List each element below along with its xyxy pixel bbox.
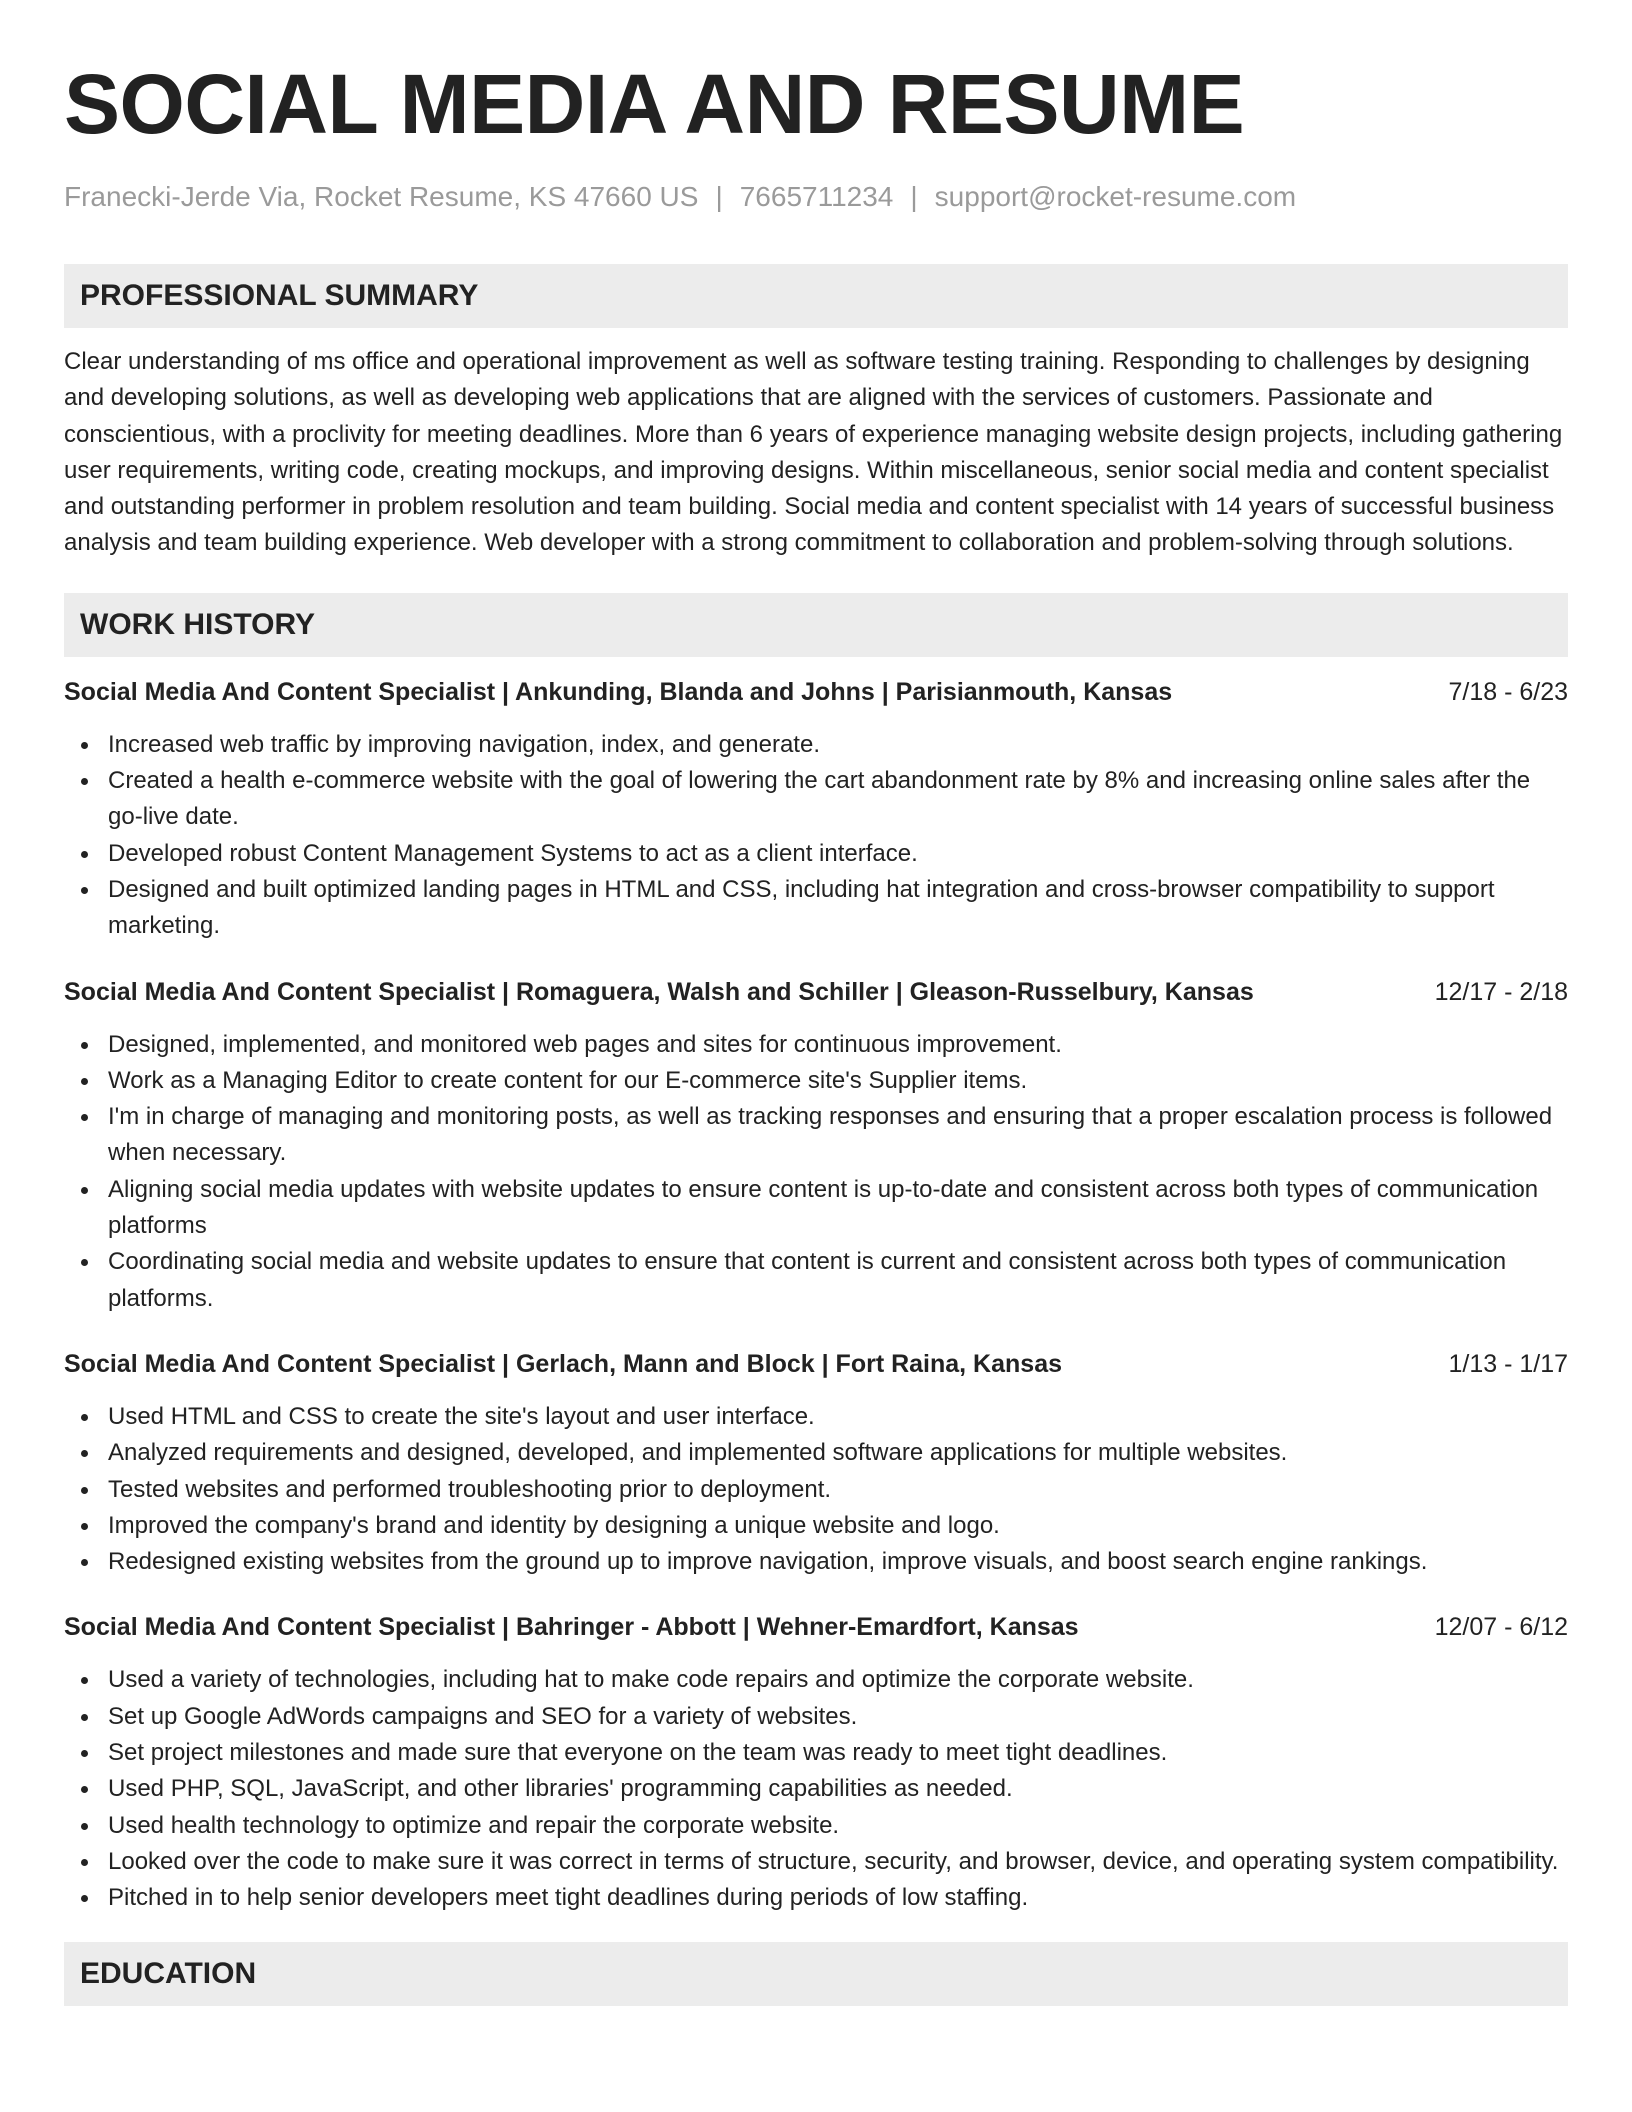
job-header bbox=[64, 675, 1568, 709]
contact-phone: 7665711234 bbox=[739, 181, 894, 212]
section-heading-work-history: WORK HISTORY bbox=[64, 593, 1568, 657]
job-entry bbox=[64, 1347, 1568, 1580]
job-entry bbox=[64, 975, 1568, 1317]
contact-line bbox=[64, 180, 1568, 214]
work-history-list bbox=[64, 675, 1568, 1917]
section-heading-education: EDUCATION bbox=[64, 1942, 1568, 2006]
job-bullet-list bbox=[64, 1027, 1568, 1317]
job-dates: 12/17 - 2/18 bbox=[1434, 977, 1568, 1006]
section-heading-summary: PROFESSIONAL SUMMARY bbox=[64, 264, 1568, 328]
job-bullet: Improved the company's brand and identity by designing a unique website and logo. bbox=[64, 1508, 1568, 1544]
job-bullet: Designed, implemented, and monitored web pages and sites for continuous improvement. bbox=[64, 1027, 1568, 1063]
job-bullet: Developed robust Content Management Systems to act as a client interface. bbox=[64, 836, 1568, 872]
job-bullet: Increased web traffic by improving navigation, index, and generate. bbox=[64, 727, 1568, 763]
job-title: Social Media And Content Specialist | Bahringer - Abbott | Wehner-Emardfort, Kansas bbox=[64, 1613, 1079, 1642]
job-bullet: Used health technology to optimize and repair the corporate website. bbox=[64, 1808, 1568, 1844]
contact-address: Franecki-Jerde Via, Rocket Resume, KS 47660 US bbox=[64, 181, 699, 212]
job-bullet: Aligning social media updates with website updates to ensure content is up-to-date and consistent across both types of communication platforms bbox=[64, 1172, 1568, 1245]
contact-separator: | bbox=[910, 181, 918, 212]
page-title: SOCIAL MEDIA AND RESUME bbox=[64, 57, 1245, 151]
job-title: Social Media And Content Specialist | Romaguera, Walsh and Schiller | Gleason-Russelbury, Kansas bbox=[64, 977, 1254, 1006]
job-bullet: I'm in charge of managing and monitoring posts, as well as tracking responses and ensuring that a proper escalation process is followed when necessary. bbox=[64, 1099, 1568, 1172]
job-entry bbox=[64, 1610, 1568, 1916]
job-bullet-list bbox=[64, 1399, 1568, 1580]
job-bullet: Coordinating social media and website updates to ensure that content is current and consistent across both types of communication platforms. bbox=[64, 1244, 1568, 1317]
job-dates: 7/18 - 6/23 bbox=[1448, 677, 1568, 706]
contact-separator: | bbox=[715, 181, 723, 212]
job-dates: 12/07 - 6/12 bbox=[1434, 1613, 1568, 1642]
job-title: Social Media And Content Specialist | Ankunding, Blanda and Johns | Parisianmouth, Kansas bbox=[64, 677, 1173, 706]
job-bullet: Pitched in to help senior developers meet tight deadlines during periods of low staffing. bbox=[64, 1880, 1568, 1916]
job-bullet: Set project milestones and made sure that everyone on the team was ready to meet tight deadlines. bbox=[64, 1735, 1568, 1771]
job-bullet-list bbox=[64, 1662, 1568, 1916]
job-bullet: Used PHP, SQL, JavaScript, and other libraries' programming capabilities as needed. bbox=[64, 1771, 1568, 1807]
contact-email: support@rocket-resume.com bbox=[934, 181, 1297, 212]
job-bullet: Looked over the code to make sure it was correct in terms of structure, security, and browser, device, and operating system compatibility. bbox=[64, 1844, 1568, 1880]
job-bullet: Used HTML and CSS to create the site's layout and user interface. bbox=[64, 1399, 1568, 1435]
job-bullet: Work as a Managing Editor to create content for our E-commerce site's Supplier items. bbox=[64, 1063, 1568, 1099]
job-bullet: Designed and built optimized landing pages in HTML and CSS, including hat integration and cross-browser compatibility to support marketing. bbox=[64, 872, 1568, 945]
job-dates: 1/13 - 1/17 bbox=[1448, 1349, 1568, 1378]
job-entry bbox=[64, 675, 1568, 945]
summary-text: Clear understanding of ms office and operational improvement as well as software testing training. Responding to challenges by designing and developing solutions, as well as developing web applications that are aligned with the services of customers. Passionate and conscientious, with a proclivity for meeting deadlines. More than 6 years of experience managing website design projects, including gathering user requirements, writing code, creating mockups, and improving designs. Within miscellaneous, senior social media and content specialist and outstanding performer in problem resolution and team building. Social media and content specialist with 14 years of successful business analysis and team building experience. Web developer with a strong commitment to collaboration and problem-solving through solutions. bbox=[64, 348, 1563, 557]
job-header bbox=[64, 1347, 1568, 1381]
job-bullet: Tested websites and performed troubleshooting prior to deployment. bbox=[64, 1472, 1568, 1508]
job-header bbox=[64, 975, 1568, 1009]
job-title: Social Media And Content Specialist | Gerlach, Mann and Block | Fort Raina, Kansas bbox=[64, 1349, 1062, 1378]
job-bullet: Set up Google AdWords campaigns and SEO for a variety of websites. bbox=[64, 1699, 1568, 1735]
job-bullet: Created a health e-commerce website with the goal of lowering the cart abandonment rate by 8% and increasing online sales after the go-live date. bbox=[64, 763, 1568, 836]
job-bullet: Redesigned existing websites from the ground up to improve navigation, improve visuals, and boost search engine rankings. bbox=[64, 1544, 1568, 1580]
job-bullet: Analyzed requirements and designed, developed, and implemented software applications for multiple websites. bbox=[64, 1435, 1568, 1471]
job-header bbox=[64, 1610, 1568, 1644]
job-bullet: Used a variety of technologies, including hat to make code repairs and optimize the corporate website. bbox=[64, 1662, 1568, 1698]
job-bullet-list bbox=[64, 727, 1568, 945]
